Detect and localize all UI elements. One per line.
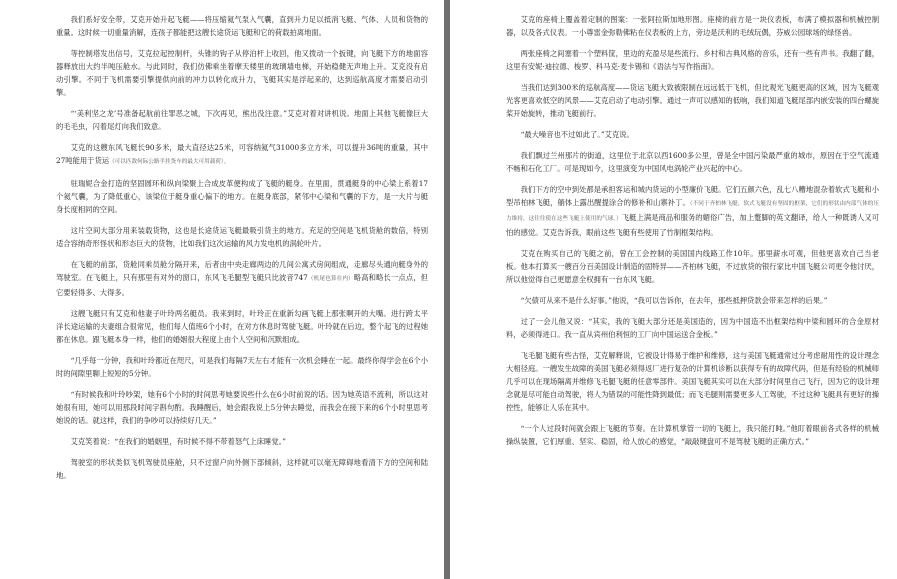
paragraph: 过了一会儿他又说：“其实，我的飞艇大部分还是美国造的，因为中国造不出框架结构中梁和圆环的合金原材料，必须得进口。我一直从宾州伯利恒的工厂向中国运送合金板。” (506, 317, 879, 339)
paragraph-text-after: 飞艇上满是商品和服务的媚俗广告，加上蹩脚的英文翻译，给人一种既诱人又可怕的感觉。艾克告诉我，眼前这些飞艇有些使用了竹制框架结构。 (506, 213, 880, 237)
paragraph: 这艘飞艇只有艾克和他妻子叶玲两名艇员。我来到时，叶玲正在重新勾画飞艇上那张啊开的大嘴。进行跨太平洋长途运输的夫妻组合很常见，他们每人值班6个小时，在对方休息时驾驶飞艇。叶玲就在后边，整个起飞的过程她都在休息。跟飞艇本身一样，他们的婚姻很大程度上由个人空间和沉默组成。 (56, 309, 428, 344)
inline-note: （机尾也算在内） (307, 276, 354, 282)
inline-note: （不同于齐柏林飞艇，软式飞艇没有坚固的框架，它们的形状由内部气体的压力维持，这往往使在这些飞艇上使用的气球。） (506, 201, 879, 222)
paragraph (56, 258, 428, 299)
paragraph: “几乎每一分钟，我和叶玲都近在咫尺，可是我们每隔7天左右才能有一次机会睡在一起。最终你得学会在6个小时的间隙里聊上短短的5分钟。 (56, 356, 428, 378)
paragraph-text: 艾克的这艘东风飞艇长90多米，最大直径达25米，可容纳氦气31000多立方米，可以提升36吨的重量，其中27吨能用于货运 (56, 143, 428, 165)
paragraph: 驾驶室的形状类似飞机驾驶员座舱，只不过窗户向外侧下部倾斜，这样就可以毫无障碍地看清下方的空间和陆地。 (56, 458, 428, 480)
paragraph (506, 183, 879, 239)
paragraph: 等控制塔发出信号，艾克拉起控制杆，头锥的钩子从停泊杆上收回，他又拨动一个扳键，向飞艇下方的地面容器释放出大约半吨压舱水。与此同时，我们仿佛乘坐着摩天楼里的玻璃墙电梯，开始稳健无声地上升。艾克没有启动引擎。不同于飞机需要引擎提供向前的冲力以转化成升力，飞艇其实是浮起来的，达到巡航高度才需要启动引擎。 (56, 49, 428, 97)
paragraph-text: 在飞艇的前部，货舱同乘员舱分隔开来，后者由中央走廊两边的几间公寓式房间组成，走廊尽头通向艇身外的驾驶室。在飞艇上，只有那里有对外的窗口，东风飞毛腿型飞艇只比波音747 (56, 260, 428, 282)
paragraph: 艾克在购买自己的飞艇之前，曾在工会控制的美国国内线路工作10年。那里薪水可观，但他更喜欢自己当老板。他本打算买一艘百分百美国设计制造的固特异——齐柏林飞艇，不过放贷的银行家比中国飞艇公司更令他讨厌，所以他觉得自己更愿意全权拥有一台东风飞艇。 (506, 249, 879, 284)
paragraph: “有时候我和叶玲吵架，她有6个小时的时间思考她要说些什么在6小时前说的话。因为她英语不流利，所以这对她很有用，她可以用那段时间字斟句酌。我睡醒后，她会跟我说上5分钟去睡觉，而我会在接下来的6个小时里思考她说的话。就这样，我们的争吵可以持续好几天。” (56, 390, 428, 425)
paragraph: 这片空间大部分用来装载货物，这也是长途货运飞艇最吸引货主的地方。充足的空间是飞机货舱的数倍，特别适合容纳奇形怪状和形态巨大的货物，比如我们这次运输的风力发电机的涡轮叶片。 (56, 226, 428, 248)
paragraph: “‘美利坚之龙’号准备起航前往罪恶之城，下次再见，熊出没注意。”艾克对着对讲机说。地面上其他飞艇像巨大的毛毛虫，闪着尾灯向我们致意。 (56, 109, 428, 131)
paragraph: 我们系好安全带，艾克开始升起飞艇——将压缩氦气泵入气囊，直到升力足以抵消飞艇、气体、人员和货物的重量。这时候一切重量消解，连孩子都能把这艘长途货运飞艇和它的荷载拍离地面。 (56, 15, 428, 37)
paragraph-text-after: 略高和略长一点点，但它要轻得多、大得多。 (56, 273, 428, 297)
paragraph: 驻瑞妮合金打造的坚固圆环和纵向梁聚上合成皮革便构成了飞艇的艇身。在里面，贯通艇身的中心梁上系着17个氦气囊，为了降低重心，该梁位于艇身重心偏下的地方。在艇身底部，紧邻中心梁和气囊的下方，是一大片与艇身长度相同的空间。 (56, 179, 428, 214)
paragraph: 我们飘过兰州那片的街道，这里位于北京以西1600多公里，曾是全中国污染最严重的城市，原因在于空气流通不畅和石化工厂。可是现如今，这里演变为中国风电涡轮产业兴起的中心。 (506, 151, 879, 173)
paragraph: 艾克的座椅上覆盖着定制的图案：一张阿拉斯加地形图。座椅的前方是一块仪表板，布满了模拟器和机械控制器，以及各式仪表。一小尊雷金弥勒佛粘在仪表板的上方，旁边是沃利的毛绒玩偶，芬威公园球场的绿怪兽。 (506, 15, 879, 37)
paragraph: “一个人过段时间就会跟上飞艇的节奏。在计算机掌管一切的飞艇上，我只能打盹。”他盯着眼前各式各样的机械操纵装置，它们厚重、坚实、稳固，给人放心的感觉，“敲敲键盘可不是驾驶飞艇的正确方式。” (506, 424, 879, 446)
paragraph: “欠债可从来不是什么好事。”他说，“我可以告诉你，在去年，那些抵押贷款会带来怎样的后果。” (520, 296, 828, 305)
paragraph: “最大噪音也不过如此了。”艾克说。 (520, 130, 634, 139)
paragraph: 艾克笑着说：“在我们的婚姻里，有时候不得不带着怒气上床睡觉。” (70, 437, 287, 446)
left-page (0, 0, 444, 579)
paragraph: 当我们达到300米的巡航高度——货运飞艇大致被限制在远远低于飞机，但比观光飞艇更高的区域，因为飞艇观光客更喜欢低空的风景——艾克启动了电动引擎。通过一声可以感知的低响，我们知道飞艇尾部内嵌安装的四台螺旋桨开始旋转，推动飞艇前行。 (506, 83, 879, 118)
inline-note: （可以匹敌何际公路半挂货车的最大可用载荷）。 (109, 159, 230, 165)
paragraph: 飞毛腿飞艇有些古怪，艾克解释说，它被设计得易于维护和维修，这与美国飞艇通常过分考虑耐用性的设计理念大相径庭。一艘发生故障的美国飞艇必须得返厂进行复杂的计算机诊断以获得专有的故障代码，但是有经验的机械师几乎可以在现场隔离并维修飞毛腿飞艇的任意零部件。美国飞艇其实可以在大部分时间里自己飞行，因为它的设计理念就是尽可能自动驾驶，将人为错误的可能性降到最低；而飞毛腿则需要更多人工驾驶，不过这种飞艇具有更好的操控性，能够让人乐在其中。 (506, 351, 879, 412)
right-page (450, 0, 897, 579)
paragraph-text: 我们下方的空中到处都是承担客运和城内货运的小型廉价飞艇。它们五颜六色，乱七八糟地混杂着软式飞艇和小型吊柏林飞艇，艄体上露出醒提涂合的修补和山寨补丁。 (506, 185, 879, 207)
paragraph: 两张座椅之间塞着一个塑料筐，里边的充盈尽是些流行、乡村和古典风格的音乐，还有一些有声书。我翻了翻，这里有安妮·迪拉德、梭罗、科马克·麦卡锡和《语法与写作指南》。 (506, 49, 879, 71)
paragraph (56, 141, 428, 169)
